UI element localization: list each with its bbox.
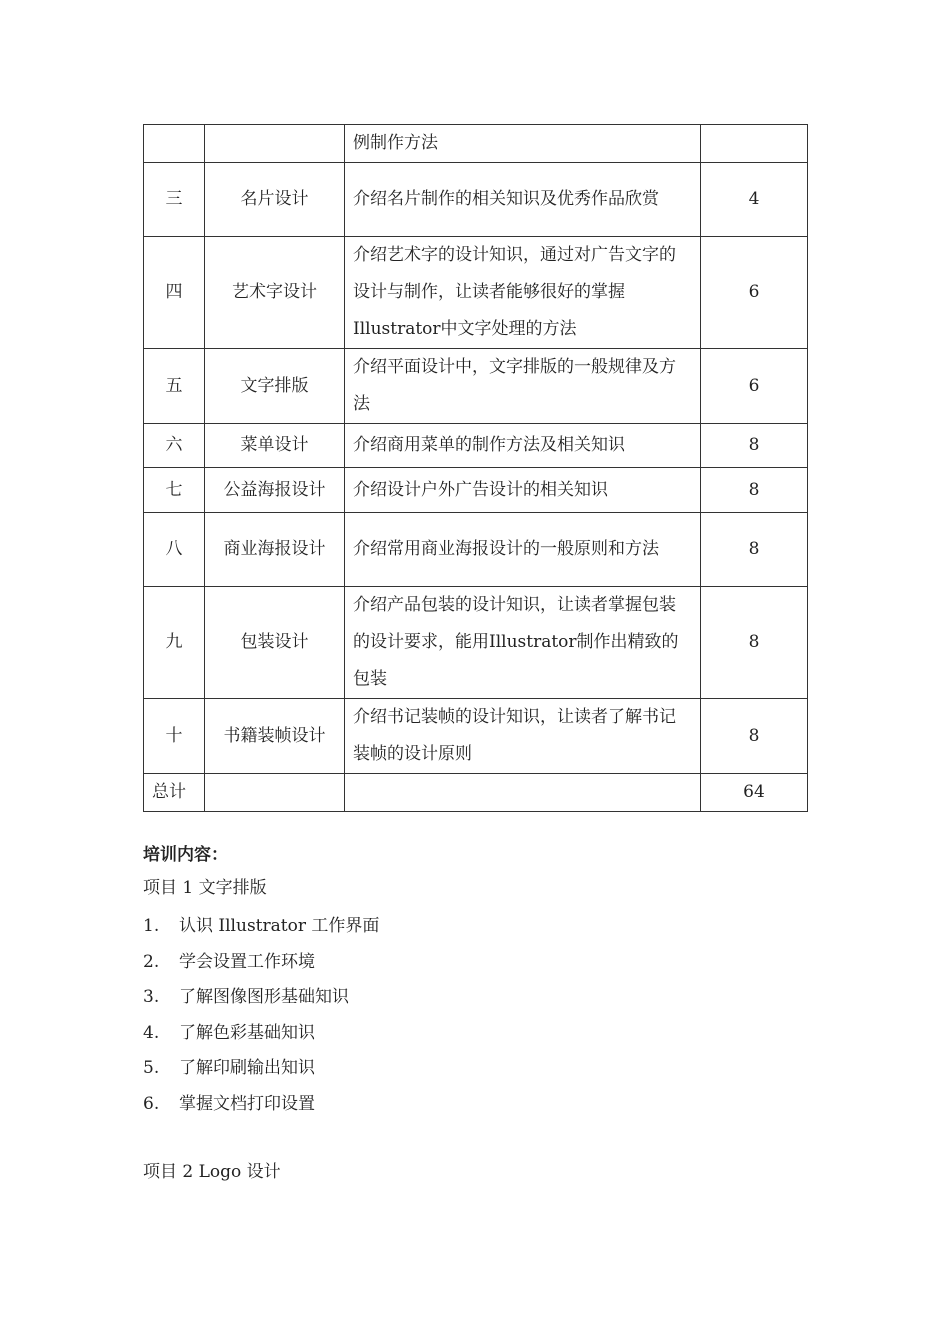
row-number bbox=[144, 125, 205, 163]
row-hours: 6 bbox=[701, 349, 808, 424]
list-item bbox=[143, 980, 379, 1016]
table-row bbox=[144, 349, 808, 424]
total-empty-cell bbox=[345, 774, 701, 812]
total-empty-cell bbox=[205, 774, 345, 812]
table-row bbox=[144, 424, 808, 468]
row-number: 九 bbox=[144, 587, 205, 699]
project-2-heading: 项目 2 Logo 设计 bbox=[143, 1162, 281, 1182]
row-name: 菜单设计 bbox=[205, 424, 345, 468]
row-description: 介绍平面设计中，文字排版的一般规律及方法 bbox=[345, 349, 701, 424]
row-name: 包装设计 bbox=[205, 587, 345, 699]
row-number: 十 bbox=[144, 699, 205, 774]
list-item bbox=[143, 945, 379, 981]
list-item bbox=[143, 1016, 379, 1052]
training-content-heading: 培训内容： bbox=[143, 845, 228, 865]
table-row bbox=[144, 513, 808, 587]
item-text: 掌握文档打印设置 bbox=[179, 1093, 315, 1114]
row-description: 介绍艺术字的设计知识，通过对广告文字的设计与制作，让读者能够很好的掌握Illustrator中文字处理的方法 bbox=[345, 237, 701, 349]
row-description: 介绍书记装帧的设计知识，让读者了解书记装帧的设计原则 bbox=[345, 699, 701, 774]
item-number: 6. bbox=[143, 1093, 160, 1114]
row-description: 介绍商用菜单的制作方法及相关知识 bbox=[345, 424, 701, 468]
row-number: 四 bbox=[144, 237, 205, 349]
row-hours: 6 bbox=[701, 237, 808, 349]
table-total-row bbox=[144, 774, 808, 812]
row-hours: 8 bbox=[701, 587, 808, 699]
item-number: 3. bbox=[143, 987, 160, 1007]
row-number: 七 bbox=[144, 468, 205, 513]
row-number: 三 bbox=[144, 163, 205, 237]
total-label: 总计 bbox=[144, 774, 205, 812]
row-description: 介绍常用商业海报设计的一般原则和方法 bbox=[345, 513, 701, 587]
list-item bbox=[143, 909, 379, 945]
training-item-list bbox=[143, 909, 379, 1122]
item-text: 了解印刷输出知识 bbox=[179, 1058, 315, 1078]
row-hours: 4 bbox=[701, 163, 808, 237]
row-hours bbox=[701, 125, 808, 163]
row-description: 例制作方法 bbox=[345, 125, 701, 163]
list-item bbox=[143, 1051, 379, 1087]
item-number: 4. bbox=[143, 1022, 160, 1043]
row-hours: 8 bbox=[701, 468, 808, 513]
item-number: 2. bbox=[143, 951, 160, 972]
row-name: 文字排版 bbox=[205, 349, 345, 424]
row-name: 公益海报设计 bbox=[205, 468, 345, 513]
row-name bbox=[205, 125, 345, 163]
row-description: 介绍设计户外广告设计的相关知识 bbox=[345, 468, 701, 513]
item-text: 了解图像图形基础知识 bbox=[179, 987, 349, 1007]
table-row bbox=[144, 468, 808, 513]
table-row bbox=[144, 699, 808, 774]
row-name: 商业海报设计 bbox=[205, 513, 345, 587]
row-number: 八 bbox=[144, 513, 205, 587]
table-row bbox=[144, 125, 808, 163]
row-name: 名片设计 bbox=[205, 163, 345, 237]
table-row bbox=[144, 237, 808, 349]
row-hours: 8 bbox=[701, 513, 808, 587]
row-hours: 8 bbox=[701, 424, 808, 468]
table-row bbox=[144, 587, 808, 699]
total-hours: 64 bbox=[701, 774, 808, 812]
list-item bbox=[143, 1087, 379, 1123]
table-row bbox=[144, 163, 808, 237]
row-name: 艺术字设计 bbox=[205, 237, 345, 349]
project-1-heading: 项目 1 文字排版 bbox=[143, 878, 267, 898]
row-number: 五 bbox=[144, 349, 205, 424]
item-number: 5. bbox=[143, 1058, 160, 1078]
course-table bbox=[143, 124, 808, 812]
item-number: 1. bbox=[143, 916, 160, 936]
row-number: 六 bbox=[144, 424, 205, 468]
item-text: 了解色彩基础知识 bbox=[179, 1022, 315, 1043]
item-text: 认识 Illustrator 工作界面 bbox=[179, 916, 380, 936]
row-description: 介绍产品包装的设计知识，让读者掌握包装的设计要求，能用Illustrator制作出精致的包装 bbox=[345, 587, 701, 699]
item-text: 学会设置工作环境 bbox=[179, 951, 315, 972]
row-description: 介绍名片制作的相关知识及优秀作品欣赏 bbox=[345, 163, 701, 237]
row-name: 书籍装帧设计 bbox=[205, 699, 345, 774]
row-hours: 8 bbox=[701, 699, 808, 774]
